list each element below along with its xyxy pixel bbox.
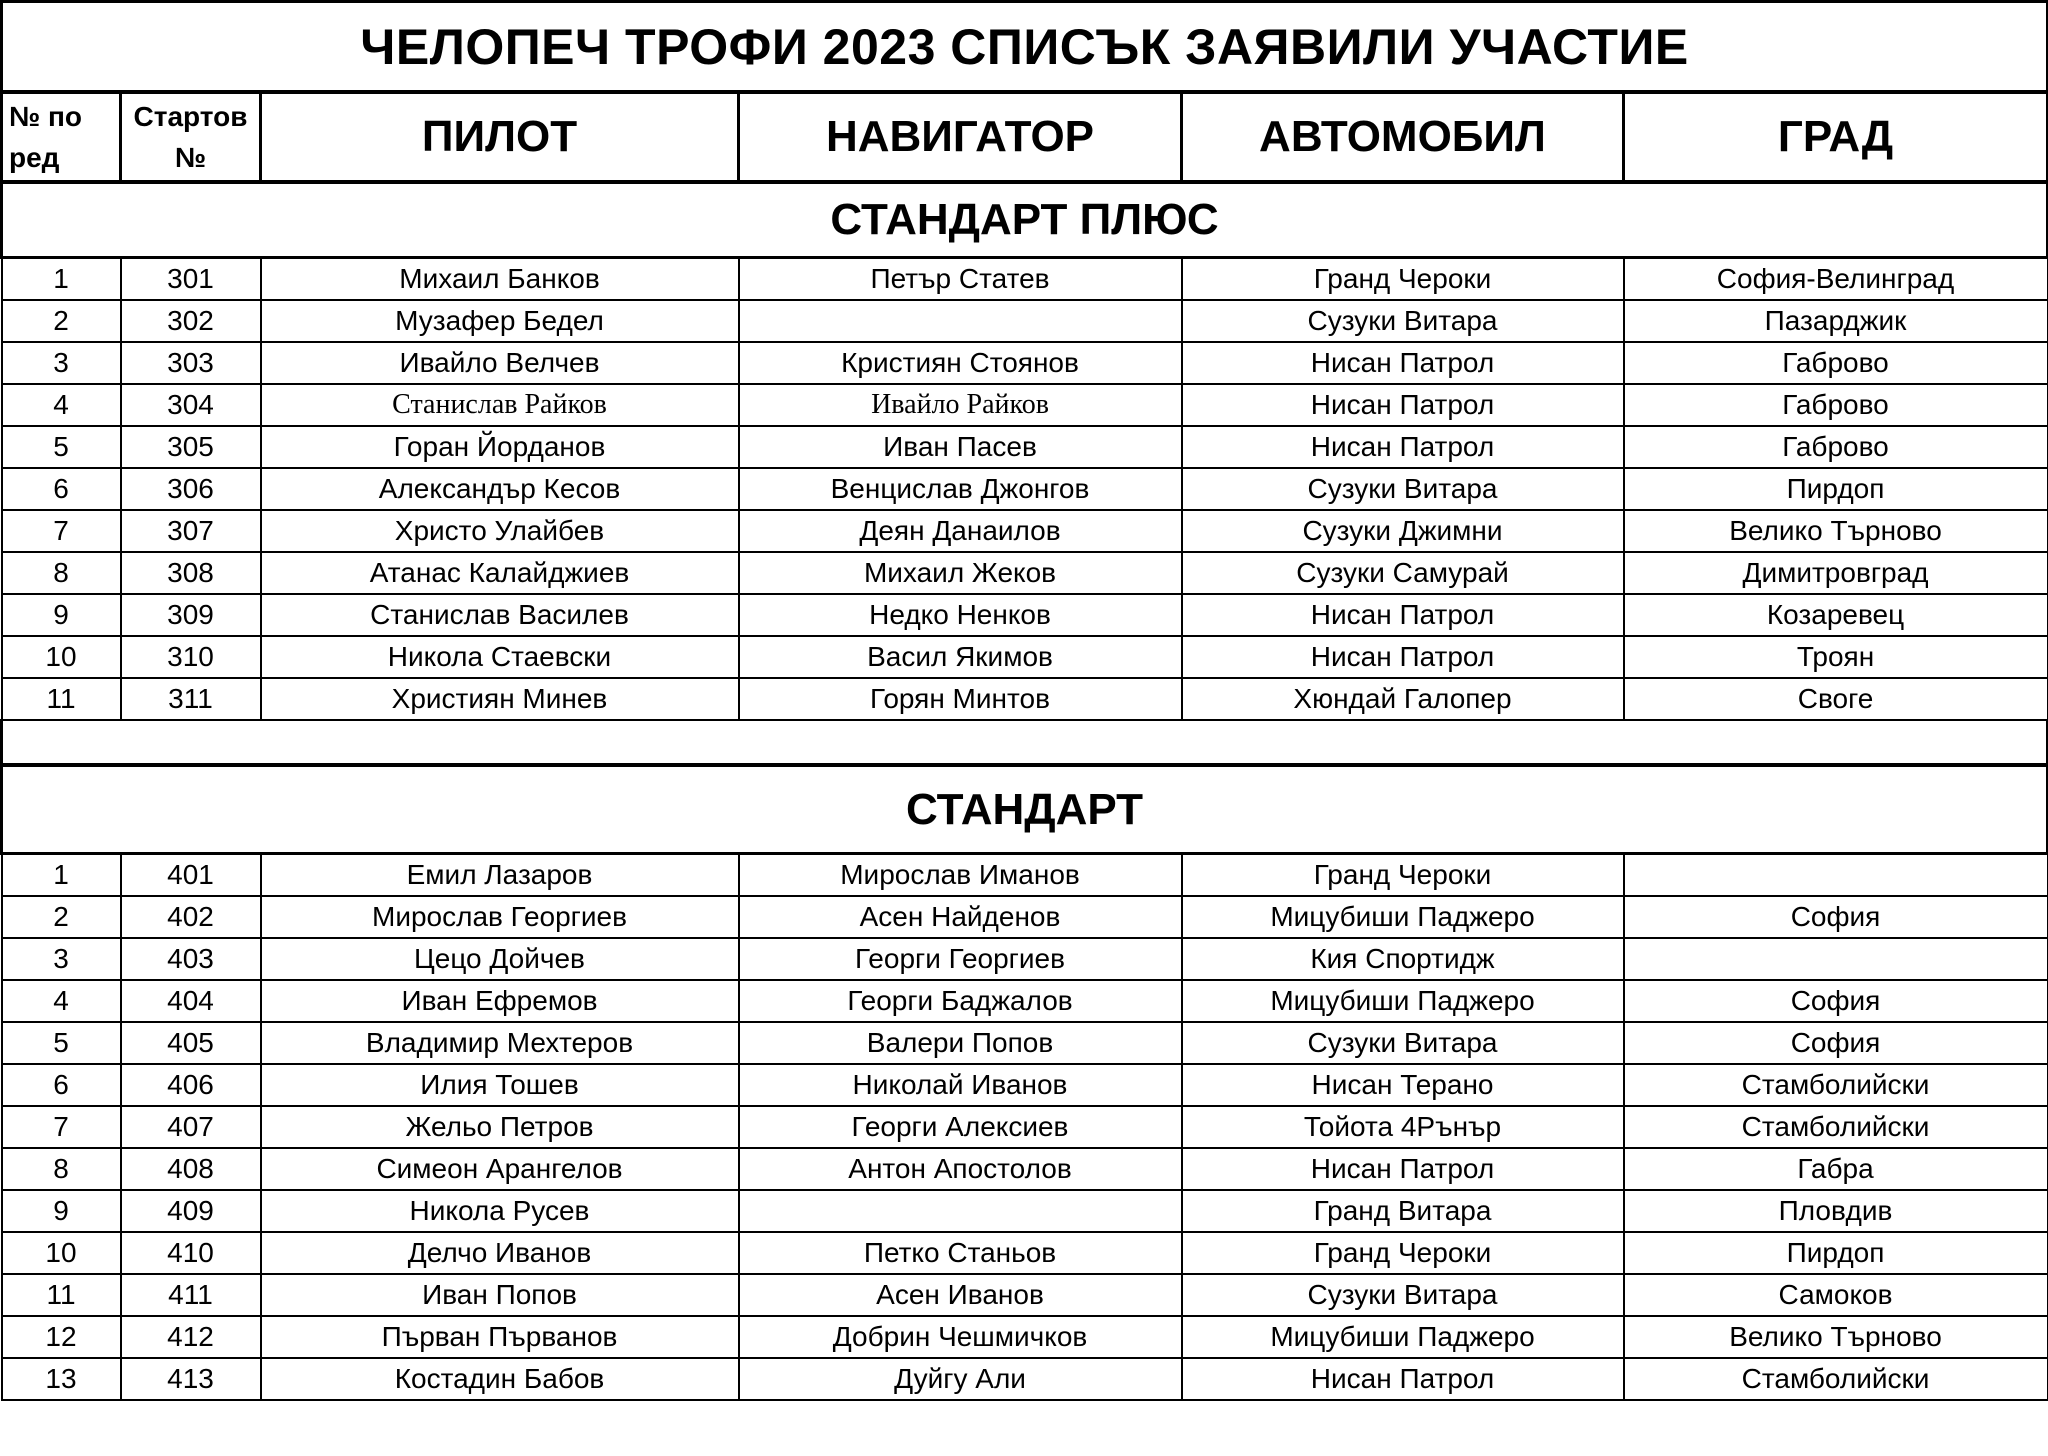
header-order-number (2, 92, 121, 182)
cell-start-number: 410 (121, 1232, 261, 1274)
cell-city: Козаревец (1624, 594, 2048, 636)
cell-city: Стамболийски (1624, 1358, 2048, 1400)
cell-pilot: Мирослав Георгиев (261, 896, 739, 938)
cell-order-number: 2 (2, 300, 121, 342)
table-row (2, 552, 2048, 594)
cell-order-number: 9 (2, 1190, 121, 1232)
cell-pilot: Музафер Бедел (261, 300, 739, 342)
cell-car: Нисан Патрол (1182, 1358, 1624, 1400)
cell-navigator: Асен Иванов (739, 1274, 1182, 1316)
cell-start-number: 302 (121, 300, 261, 342)
cell-pilot: Ивайло Велчев (261, 342, 739, 384)
cell-car: Мицубиши Паджеро (1182, 980, 1624, 1022)
cell-start-number: 407 (121, 1106, 261, 1148)
table-row (2, 342, 2048, 384)
header-row (2, 92, 2048, 182)
header-pilot: ПИЛОТ (261, 92, 739, 182)
cell-start-number: 401 (121, 854, 261, 897)
cell-city: Габрово (1624, 342, 2048, 384)
cell-car: Гранд Чероки (1182, 1232, 1624, 1274)
cell-city: Габрово (1624, 384, 2048, 426)
cell-navigator: Петко Станьов (739, 1232, 1182, 1274)
cell-city: Велико Търново (1624, 510, 2048, 552)
cell-navigator: Недко Ненков (739, 594, 1182, 636)
table-row (2, 980, 2048, 1022)
cell-order-number: 7 (2, 510, 121, 552)
cell-pilot: Християн Минев (261, 678, 739, 720)
cell-start-number: 405 (121, 1022, 261, 1064)
cell-order-number: 12 (2, 1316, 121, 1358)
cell-navigator: Петър Статев (739, 258, 1182, 301)
cell-order-number: 1 (2, 258, 121, 301)
section-header-row (2, 765, 2048, 854)
cell-car: Тойота 4Рънър (1182, 1106, 1624, 1148)
section-title: СТАНДАРТ (2, 765, 2048, 854)
cell-start-number: 304 (121, 384, 261, 426)
table-row (2, 1316, 2048, 1358)
cell-start-number: 310 (121, 636, 261, 678)
cell-pilot: Първан Първанов (261, 1316, 739, 1358)
cell-start-number: 409 (121, 1190, 261, 1232)
cell-city: Димитровград (1624, 552, 2048, 594)
cell-city: Пирдоп (1624, 468, 2048, 510)
cell-navigator: Георги Георгиев (739, 938, 1182, 980)
cell-city: София (1624, 1022, 2048, 1064)
cell-order-number: 2 (2, 896, 121, 938)
table-row (2, 1148, 2048, 1190)
header-order-line2: ред (9, 142, 60, 173)
cell-car: Мицубиши Паджеро (1182, 896, 1624, 938)
table-row (2, 896, 2048, 938)
table-row (2, 1106, 2048, 1148)
cell-city: Пловдив (1624, 1190, 2048, 1232)
cell-pilot: Костадин Бабов (261, 1358, 739, 1400)
cell-city: Стамболийски (1624, 1106, 2048, 1148)
header-start-number (121, 92, 261, 182)
cell-order-number: 3 (2, 342, 121, 384)
cell-pilot: Станислав Райков (261, 384, 739, 426)
cell-order-number: 3 (2, 938, 121, 980)
table-row (2, 510, 2048, 552)
spacer-row (2, 720, 2048, 765)
cell-order-number: 11 (2, 678, 121, 720)
header-start-line1: Стартов (133, 101, 248, 132)
table-row (2, 854, 2048, 897)
cell-order-number: 1 (2, 854, 121, 897)
cell-navigator: Валери Попов (739, 1022, 1182, 1064)
cell-city: Своге (1624, 678, 2048, 720)
cell-car: Мицубиши Паджеро (1182, 1316, 1624, 1358)
cell-car: Нисан Терано (1182, 1064, 1624, 1106)
cell-pilot: Александър Кесов (261, 468, 739, 510)
cell-pilot: Симеон Арангелов (261, 1148, 739, 1190)
cell-pilot: Жельо Петров (261, 1106, 739, 1148)
cell-navigator: Васил Якимов (739, 636, 1182, 678)
table-row (2, 426, 2048, 468)
header-order-line1: № по (9, 101, 83, 132)
cell-pilot: Цецо Дойчев (261, 938, 739, 980)
cell-car: Сузуки Витара (1182, 468, 1624, 510)
cell-car: Гранд Чероки (1182, 258, 1624, 301)
cell-order-number: 4 (2, 980, 121, 1022)
cell-order-number: 10 (2, 636, 121, 678)
section-header-row (2, 182, 2048, 258)
cell-city: София (1624, 980, 2048, 1022)
cell-pilot: Емил Лазаров (261, 854, 739, 897)
cell-start-number: 311 (121, 678, 261, 720)
cell-navigator: Добрин Чешмичков (739, 1316, 1182, 1358)
header-city: ГРАД (1624, 92, 2048, 182)
cell-car: Сузуки Самурай (1182, 552, 1624, 594)
cell-city: Габра (1624, 1148, 2048, 1190)
cell-pilot: Илия Тошев (261, 1064, 739, 1106)
cell-city (1624, 938, 2048, 980)
cell-start-number: 406 (121, 1064, 261, 1106)
title-row (2, 2, 2048, 93)
cell-order-number: 13 (2, 1358, 121, 1400)
cell-start-number: 307 (121, 510, 261, 552)
cell-pilot: Михаил Банков (261, 258, 739, 301)
table-row (2, 1022, 2048, 1064)
cell-order-number: 4 (2, 384, 121, 426)
table-row (2, 594, 2048, 636)
cell-city: София-Велинград (1624, 258, 2048, 301)
cell-start-number: 301 (121, 258, 261, 301)
cell-city: Стамболийски (1624, 1064, 2048, 1106)
table-row (2, 258, 2048, 301)
cell-order-number: 8 (2, 1148, 121, 1190)
cell-car: Сузуки Джимни (1182, 510, 1624, 552)
cell-car: Нисан Патрол (1182, 594, 1624, 636)
cell-city: Пирдоп (1624, 1232, 2048, 1274)
header-start-line2: № (174, 142, 207, 173)
cell-pilot: Горан Йорданов (261, 426, 739, 468)
table-row (2, 1190, 2048, 1232)
table-row (2, 384, 2048, 426)
cell-navigator: Асен Найденов (739, 896, 1182, 938)
cell-start-number: 404 (121, 980, 261, 1022)
cell-start-number: 411 (121, 1274, 261, 1316)
cell-start-number: 402 (121, 896, 261, 938)
cell-start-number: 305 (121, 426, 261, 468)
cell-navigator: Мирослав Иманов (739, 854, 1182, 897)
cell-start-number: 413 (121, 1358, 261, 1400)
cell-order-number: 6 (2, 468, 121, 510)
cell-city: София (1624, 896, 2048, 938)
cell-start-number: 308 (121, 552, 261, 594)
cell-car: Сузуки Витара (1182, 1022, 1624, 1064)
cell-pilot: Иван Ефремов (261, 980, 739, 1022)
cell-order-number: 6 (2, 1064, 121, 1106)
cell-navigator: Венцислав Джонгов (739, 468, 1182, 510)
cell-pilot: Атанас Калайджиев (261, 552, 739, 594)
page-title: ЧЕЛОПЕЧ ТРОФИ 2023 СПИСЪК ЗАЯВИЛИ УЧАСТИЕ (2, 2, 2048, 93)
header-car: АВТОМОБИЛ (1182, 92, 1624, 182)
cell-navigator (739, 300, 1182, 342)
cell-navigator: Кристиян Стоянов (739, 342, 1182, 384)
table-row (2, 636, 2048, 678)
table-row (2, 300, 2048, 342)
cell-car: Нисан Патрол (1182, 426, 1624, 468)
cell-car: Сузуки Витара (1182, 300, 1624, 342)
cell-navigator: Ивайло Райков (739, 384, 1182, 426)
table-row (2, 1358, 2048, 1400)
cell-navigator (739, 1190, 1182, 1232)
table-row (2, 938, 2048, 980)
cell-order-number: 11 (2, 1274, 121, 1316)
cell-city: Троян (1624, 636, 2048, 678)
cell-order-number: 5 (2, 426, 121, 468)
cell-city (1624, 854, 2048, 897)
cell-city: Велико Търново (1624, 1316, 2048, 1358)
cell-pilot: Христо Улайбев (261, 510, 739, 552)
cell-order-number: 9 (2, 594, 121, 636)
cell-start-number: 306 (121, 468, 261, 510)
cell-pilot: Иван Попов (261, 1274, 739, 1316)
cell-start-number: 303 (121, 342, 261, 384)
cell-car: Нисан Патрол (1182, 1148, 1624, 1190)
cell-navigator: Антон Апостолов (739, 1148, 1182, 1190)
cell-navigator: Дуйгу Али (739, 1358, 1182, 1400)
cell-navigator: Иван Пасев (739, 426, 1182, 468)
spacer-cell (2, 720, 2048, 765)
cell-start-number: 403 (121, 938, 261, 980)
table-row (2, 1064, 2048, 1106)
cell-navigator: Николай Иванов (739, 1064, 1182, 1106)
table-row (2, 1274, 2048, 1316)
cell-start-number: 408 (121, 1148, 261, 1190)
cell-pilot: Станислав Василев (261, 594, 739, 636)
cell-car: Гранд Витара (1182, 1190, 1624, 1232)
cell-car: Сузуки Витара (1182, 1274, 1624, 1316)
section-title: СТАНДАРТ ПЛЮС (2, 182, 2048, 258)
cell-order-number: 10 (2, 1232, 121, 1274)
cell-navigator: Михаил Жеков (739, 552, 1182, 594)
cell-navigator: Георги Алексиев (739, 1106, 1182, 1148)
cell-navigator: Горян Минтов (739, 678, 1182, 720)
cell-car: Гранд Чероки (1182, 854, 1624, 897)
cell-start-number: 309 (121, 594, 261, 636)
cell-start-number: 412 (121, 1316, 261, 1358)
table-row (2, 1232, 2048, 1274)
cell-order-number: 7 (2, 1106, 121, 1148)
header-navigator: НАВИГАТОР (739, 92, 1182, 182)
cell-pilot: Никола Русев (261, 1190, 739, 1232)
cell-pilot: Делчо Иванов (261, 1232, 739, 1274)
table-row (2, 678, 2048, 720)
cell-navigator: Деян Данаилов (739, 510, 1182, 552)
cell-navigator: Георги Баджалов (739, 980, 1182, 1022)
cell-car: Нисан Патрол (1182, 384, 1624, 426)
cell-city: Пазарджик (1624, 300, 2048, 342)
table-row (2, 468, 2048, 510)
cell-city: Самоков (1624, 1274, 2048, 1316)
cell-city: Габрово (1624, 426, 2048, 468)
cell-car: Нисан Патрол (1182, 636, 1624, 678)
cell-order-number: 5 (2, 1022, 121, 1064)
cell-pilot: Владимир Мехтеров (261, 1022, 739, 1064)
cell-car: Кия Спортидж (1182, 938, 1624, 980)
cell-pilot: Никола Стаевски (261, 636, 739, 678)
cell-order-number: 8 (2, 552, 121, 594)
cell-car: Хюндай Галопер (1182, 678, 1624, 720)
cell-car: Нисан Патрол (1182, 342, 1624, 384)
